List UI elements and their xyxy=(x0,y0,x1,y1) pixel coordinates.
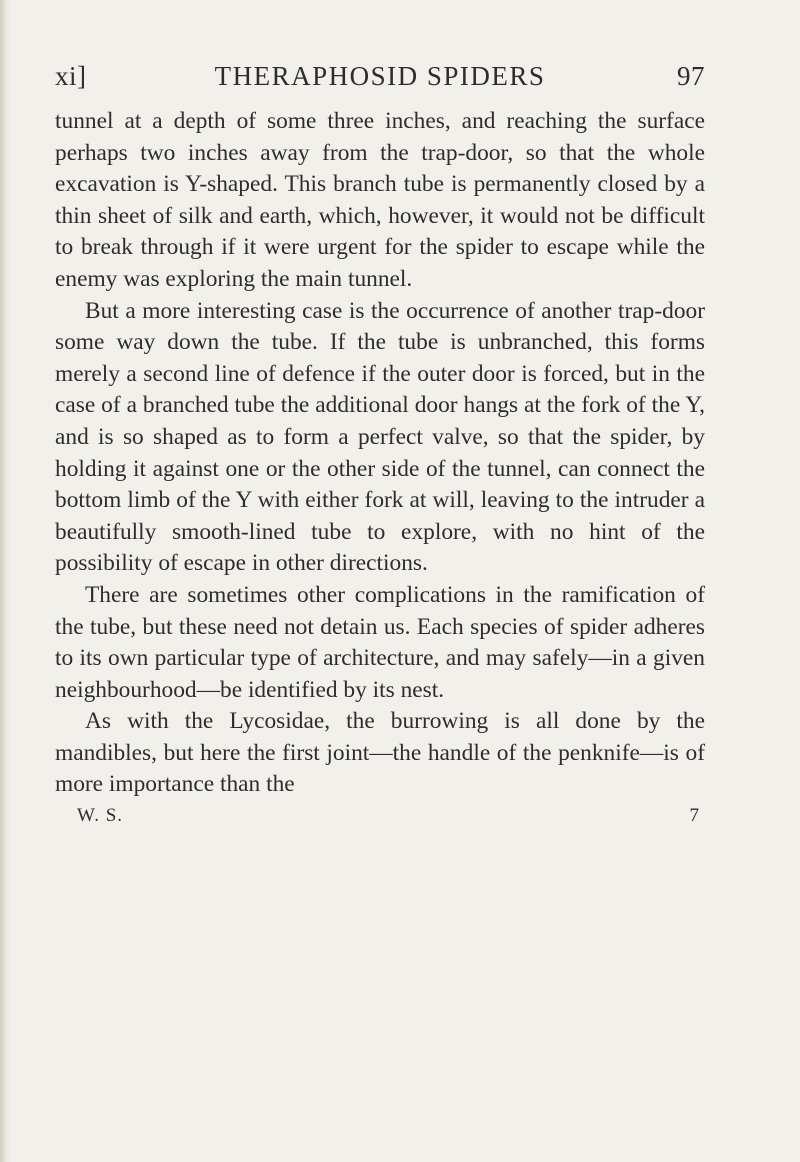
paragraph-4: As with the Lycosidae, the burrowing is all done by the mandibles, but here the first joint—the handle of the penknife—is of more importance than the xyxy=(55,708,705,798)
book-page xyxy=(55,56,705,829)
page-edge-shadow xyxy=(0,0,10,1162)
running-title: THERAPHOSID SPIDERS xyxy=(214,61,546,91)
paragraph-3: There are sometimes other complications in the ramification of the tube, but these need not detain us. Each species of spider adheres to its own particular type of architecture, and may safely—in a given neighbourhood—be identified by its nest. xyxy=(55,581,705,703)
body-text xyxy=(55,106,705,801)
page-footer xyxy=(55,803,705,829)
page-number: 97 xyxy=(677,61,705,91)
paragraph-1: tunnel at a depth of some three inches, and reaching the surface perhaps two inches away from the trap-door, so that the whole excavation is Y-shaped. This branch tube is permanently closed by a thin sheet of silk and earth, which, however, it would not be difficult to break through if it were urgent for the spider to escape while the enemy was exploring the main tunnel. xyxy=(55,108,705,292)
running-head xyxy=(55,56,705,96)
chapter-number: xi] xyxy=(55,61,87,91)
sheet-number: 7 xyxy=(689,805,699,827)
paragraph-2: But a more interesting case is the occurrence of another trap-door some way down the tube. If the tube is unbranched, this forms merely a second line of defence if the outer door is forced, but in the case of a branched tube the additional door hangs at the fork of the Y, and is so shaped as to form a perfect valve, so that the spider, by holding it against one or the other side of the tunnel, can connect the bottom limb of the Y with either fork at will, leaving to the intruder a beautifully smooth-lined tube to explore, with no hint of the possibility of escape in other directions. xyxy=(55,297,705,577)
signature-mark: W. S. xyxy=(77,805,124,827)
